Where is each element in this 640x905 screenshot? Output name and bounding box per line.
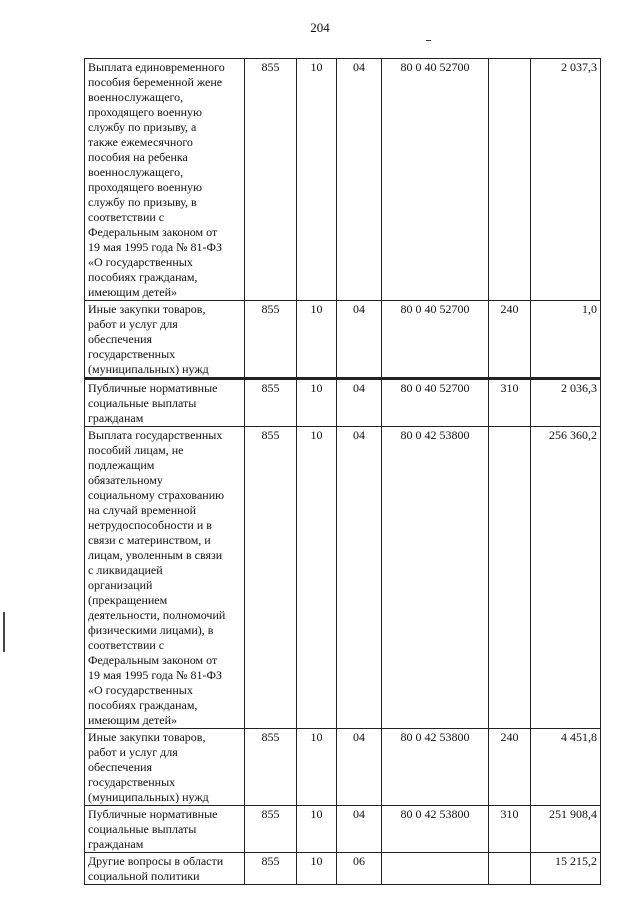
section-code: 10 — [297, 853, 337, 885]
amount: 256 360,2 — [531, 427, 601, 729]
table-row — [85, 301, 601, 379]
expense-type-code — [489, 853, 531, 885]
expense-type-code: 240 — [489, 301, 531, 379]
table-row — [85, 853, 601, 885]
table-row — [85, 59, 601, 301]
binding-mark — [3, 612, 5, 652]
subsection-code: 04 — [337, 806, 382, 853]
section-code: 10 — [297, 301, 337, 379]
target-article-code: 80 0 42 53800 — [382, 806, 489, 853]
expense-type-code: 310 — [489, 379, 531, 427]
expense-name: Выплата единовременного пособия беременной жене военнослужащего, проходящего военную службу по призыву, а также ежемесячного пособия на ребенка военнослужащего, проходящего военную службу по призыву, в соответствии с Федеральным законом от 19 мая 1995 года № 81-ФЗ «О государственных пособиях гражданам, имеющим детей» — [85, 59, 245, 301]
table-row — [85, 806, 601, 853]
subsection-code: 06 — [337, 853, 382, 885]
expense-name: Другие вопросы в области социальной политики — [85, 853, 245, 885]
expense-name: Публичные нормативные социальные выплаты гражданам — [85, 806, 245, 853]
ministry-code: 855 — [245, 59, 297, 301]
target-article-code: 80 0 40 52700 — [382, 379, 489, 427]
amount: 251 908,4 — [531, 806, 601, 853]
section-code: 10 — [297, 729, 337, 806]
ministry-code: 855 — [245, 806, 297, 853]
target-article-code: 80 0 40 52700 — [382, 59, 489, 301]
table-row — [85, 427, 601, 729]
expense-type-code — [489, 427, 531, 729]
target-article-code: 80 0 42 53800 — [382, 729, 489, 806]
section-code: 10 — [297, 59, 337, 301]
table-row — [85, 379, 601, 427]
amount: 1,0 — [531, 301, 601, 379]
expense-type-code — [489, 59, 531, 301]
ministry-code: 855 — [245, 729, 297, 806]
section-code: 10 — [297, 379, 337, 427]
subsection-code: 04 — [337, 379, 382, 427]
ministry-code: 855 — [245, 379, 297, 427]
amount: 2 036,3 — [531, 379, 601, 427]
page-mark — [426, 40, 431, 41]
expense-name: Иные закупки товаров, работ и услуг для обеспечения государственных (муниципальных) нужд — [85, 301, 245, 379]
expense-name: Выплата государственных пособий лицам, не подлежащим обязательному социальному страхованию на случай временной нетрудоспособности и в связи с материнством, и лицам, уволенным в связи с ликвидацией организаций (прекращением деятельности, полномочий физическими лицами), в соответствии с Федеральным законом от 19 мая 1995 года № 81-ФЗ «О государственных пособиях гражданам, имеющим детей» — [85, 427, 245, 729]
amount: 15 215,2 — [531, 853, 601, 885]
expense-type-code: 240 — [489, 729, 531, 806]
ministry-code: 855 — [245, 853, 297, 885]
page-number: 204 — [310, 20, 330, 35]
target-article-code — [382, 853, 489, 885]
subsection-code: 04 — [337, 729, 382, 806]
section-code: 10 — [297, 806, 337, 853]
subsection-code: 04 — [337, 301, 382, 379]
amount: 2 037,3 — [531, 59, 601, 301]
ministry-code: 855 — [245, 301, 297, 379]
target-article-code: 80 0 42 53800 — [382, 427, 489, 729]
section-code: 10 — [297, 427, 337, 729]
amount: 4 451,8 — [531, 729, 601, 806]
ministry-code: 855 — [245, 427, 297, 729]
expense-name: Публичные нормативные социальные выплаты гражданам — [85, 379, 245, 427]
table-row — [85, 729, 601, 806]
expense-name: Иные закупки товаров, работ и услуг для обеспечения государственных (муниципальных) нужд — [85, 729, 245, 806]
subsection-code: 04 — [337, 427, 382, 729]
expense-type-code: 310 — [489, 806, 531, 853]
target-article-code: 80 0 40 52700 — [382, 301, 489, 379]
budget-table — [84, 58, 601, 885]
subsection-code: 04 — [337, 59, 382, 301]
